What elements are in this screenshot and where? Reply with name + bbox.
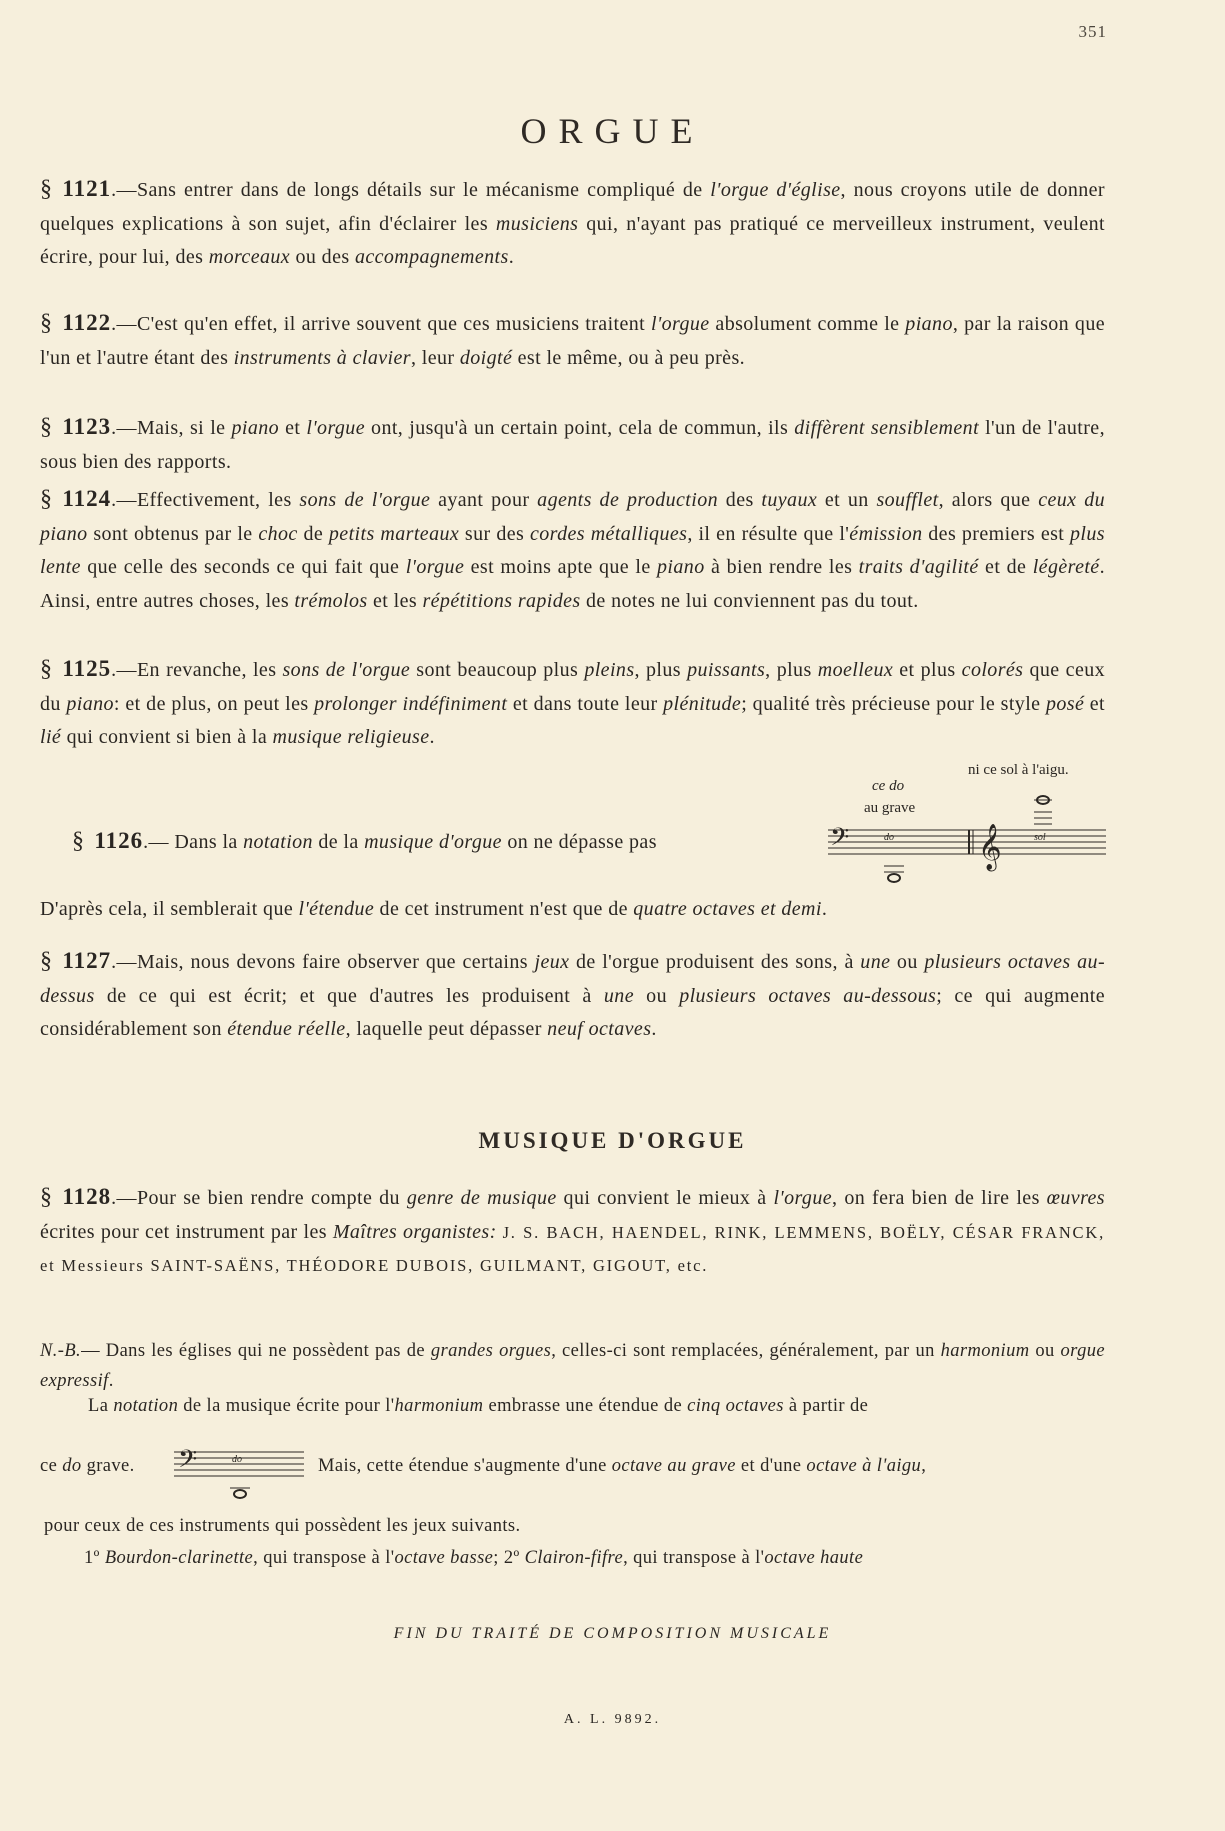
emphasis: genre de musique	[406, 1187, 557, 1209]
text: .	[508, 246, 515, 268]
text: et	[1084, 692, 1106, 715]
text: et les	[367, 589, 423, 612]
emphasis: cinq octaves	[687, 1396, 784, 1416]
whole-note-low	[234, 1490, 246, 1498]
text: ou	[1029, 1341, 1061, 1361]
emphasis: l'orgue d'église	[710, 179, 841, 201]
staff-label-low-1: ce do	[872, 778, 905, 794]
section-sign: §	[40, 486, 53, 512]
staff-label-low-2: au grave	[864, 800, 916, 816]
paragraph-1123	[40, 410, 1105, 479]
emphasis: posé	[1045, 692, 1085, 715]
emphasis: morceaux	[208, 246, 291, 268]
emphasis: piano	[905, 313, 953, 335]
text: qui convient si bien à la	[61, 726, 273, 748]
section-sign: §	[72, 828, 85, 854]
text: .	[108, 1371, 114, 1391]
emphasis: colorés	[961, 659, 1024, 681]
emphasis: Clairon-fifre	[524, 1548, 624, 1568]
emphasis: lié	[40, 726, 62, 748]
emphasis: traits d'agilité	[858, 556, 979, 578]
emphasis: étendue réelle	[227, 1018, 346, 1040]
text: ce	[40, 1456, 63, 1476]
text: est moins apte que le	[464, 556, 658, 578]
music-staff-harmonium	[172, 1440, 312, 1500]
text: , par la raison que l'un et l'autre étant des	[40, 313, 1105, 369]
staff-label-high: ni ce sol à l'aigu.	[968, 762, 1069, 778]
section-sign: §	[40, 310, 53, 336]
paragraph-1124	[40, 482, 1105, 618]
text: ou des	[290, 246, 355, 268]
emphasis: neuf octaves	[547, 1018, 652, 1040]
section-sign: §	[40, 1184, 53, 1210]
text: , alors que	[938, 489, 1039, 511]
text: , leur	[410, 346, 460, 369]
note-label-sol: sol	[1034, 832, 1046, 843]
section-sign: §	[40, 656, 53, 682]
emphasis: l'orgue	[651, 313, 710, 335]
text: et un	[817, 489, 877, 511]
paragraph-number: 1125	[62, 656, 112, 681]
text: ; 2º	[493, 1548, 525, 1568]
bass-clef-icon: 𝄢	[830, 823, 850, 858]
paragraph-number: 1122	[62, 310, 112, 335]
text: . Ainsi, entre autres choses, les	[40, 556, 1105, 612]
text: , on fera bien de lire les	[832, 1187, 1047, 1209]
text: .	[651, 1018, 657, 1040]
emphasis: œuvres	[1046, 1187, 1105, 1209]
emphasis: répétitions rapides	[422, 589, 581, 612]
text: écrites pour cet instrument par les	[40, 1220, 333, 1243]
text: des premiers est	[922, 522, 1071, 545]
paragraph-number: 1127	[62, 948, 112, 973]
emphasis: notation	[243, 831, 313, 853]
text: à bien rendre les	[704, 556, 859, 578]
emphasis: plusieurs octaves au-dessous	[679, 984, 937, 1007]
text: qui convient le mieux à	[556, 1187, 774, 1209]
emphasis: octave basse	[394, 1548, 494, 1568]
emphasis: soufflet	[876, 489, 939, 511]
text: et de	[978, 556, 1033, 578]
section-heading: MUSIQUE D'ORGUE	[478, 1128, 747, 1153]
emphasis: harmonium	[940, 1341, 1030, 1361]
treble-clef-icon: 𝄞	[978, 824, 1002, 870]
text: La	[88, 1396, 114, 1416]
paragraph-1126-after	[40, 898, 827, 921]
emphasis: notation	[113, 1396, 179, 1416]
text: de la musique écrite pour l'	[178, 1396, 395, 1416]
emphasis: accompagnements	[354, 246, 509, 268]
emphasis: l'orgue	[306, 417, 365, 439]
text: à partir de	[783, 1396, 869, 1416]
emphasis: pleins	[584, 659, 635, 681]
plate-number: A. L. 9892.	[563, 1712, 662, 1727]
text: — Dans les églises qui ne possèdent pas de	[81, 1341, 431, 1361]
paragraph-number: 1126	[94, 828, 144, 853]
emphasis: l'étendue	[298, 898, 375, 920]
emphasis: sons de l'orgue	[282, 659, 411, 681]
music-staff-range	[826, 790, 1116, 890]
text: .—Mais, si le	[111, 417, 232, 439]
jeux-line	[84, 1548, 863, 1569]
emphasis: légèreté	[1032, 556, 1100, 578]
paragraph-1125	[40, 652, 1105, 755]
text: et dans toute leur	[507, 692, 664, 715]
paragraph-1128	[40, 1180, 1105, 1283]
emphasis: tuyaux	[761, 489, 818, 511]
paragraph-1122	[40, 306, 1105, 375]
harmonium-line-2b	[318, 1456, 926, 1477]
paragraph-1126-line	[72, 828, 657, 855]
text: .—En revanche, les	[111, 659, 283, 681]
text: et plus	[893, 659, 962, 681]
text: de	[297, 522, 329, 545]
text: des	[718, 489, 762, 511]
text: qui, n'ayant pas pratiqué ce merveilleux instrument, veulent écrire, pour lui, des	[40, 212, 1105, 268]
text: .—C'est qu'en effet, il arrive souvent que ces musiciens traitent	[111, 313, 651, 335]
emphasis: puissants	[687, 659, 766, 681]
emphasis: octave au grave	[611, 1456, 736, 1476]
emphasis: musiciens	[495, 212, 579, 235]
emphasis: petits marteaux	[328, 522, 460, 545]
emphasis: doigté	[459, 346, 513, 369]
emphasis: agents de production	[537, 489, 719, 511]
emphasis: do	[62, 1456, 82, 1476]
harmonium-line-2a	[40, 1456, 135, 1477]
section-sign: §	[40, 948, 53, 974]
text: sont beaucoup plus	[410, 659, 585, 681]
text: de notes ne lui conviennent pas du tout.	[580, 589, 919, 612]
text: ayant pour	[430, 489, 538, 511]
text: que ceux du	[40, 659, 1106, 715]
note-nb	[40, 1336, 1105, 1396]
emphasis: ceux du piano	[40, 489, 1105, 545]
text: absolument comme le	[709, 313, 906, 335]
emphasis: piano	[657, 556, 705, 578]
emphasis: harmonium	[394, 1396, 484, 1416]
emphasis: prolonger indéfiniment	[314, 692, 508, 715]
emphasis: Bourdon-clarinette	[104, 1548, 254, 1568]
emphasis: plus lente	[40, 522, 1105, 578]
composer-names: J. S. BACH, HAENDEL, RINK, LEMMENS, BOËLY, CÉSAR FRANCK, et Messieurs SAINT-SAËNS, THÉODORE DUBOIS, GUILMANT, GIGOUT, etc.	[40, 1222, 1105, 1275]
emphasis: plénitude	[663, 692, 742, 715]
text: , qui transpose à l'	[623, 1548, 765, 1568]
emphasis: l'orgue	[773, 1187, 833, 1209]
page-number: 351	[1078, 22, 1107, 41]
emphasis: orgue expressif	[40, 1341, 1105, 1391]
text: : et de plus, on peut les	[113, 692, 315, 715]
emphasis: sons de l'orgue	[299, 489, 431, 511]
text: ,	[921, 1456, 927, 1476]
emphasis: trémolos	[294, 589, 368, 612]
harmonium-line-3: pour ceux de ces instruments qui possèdent les jeux suivants.	[44, 1516, 521, 1536]
text: embrasse une étendue de	[483, 1396, 688, 1416]
text: , qui transpose à l'	[253, 1548, 395, 1568]
section-sign: §	[40, 414, 53, 440]
text: , plus	[765, 659, 818, 681]
text: que celle des seconds ce qui fait que	[80, 556, 406, 578]
text: grave.	[81, 1456, 135, 1476]
emphasis: N.-B.	[40, 1341, 82, 1361]
page-title: ORGUE	[520, 111, 705, 152]
emphasis: musique religieuse	[272, 726, 430, 748]
paragraph-number: 1128	[62, 1184, 112, 1209]
emphasis: grandes orgues	[430, 1341, 552, 1361]
paragraph-1121	[40, 172, 1105, 275]
section-sign: §	[40, 176, 53, 202]
text: .—Pour se bien rendre compte du	[111, 1187, 407, 1209]
text: et d'une	[735, 1456, 807, 1476]
text: de ce qui est écrit; et que d'autres les produisent à	[94, 984, 604, 1007]
text: .	[821, 898, 828, 920]
text: .—Sans entrer dans de longs détails sur le mécanisme compliqué de	[111, 179, 711, 201]
text: sur des	[459, 522, 530, 545]
text: l'un de l'autre, sous bien des rapports.	[40, 417, 1105, 473]
emphasis: octave à l'aigu	[806, 1456, 922, 1476]
text: de cet instrument n'est que de	[374, 898, 634, 920]
text: ou	[890, 951, 925, 973]
text: .	[429, 726, 435, 748]
emphasis: une	[603, 984, 634, 1007]
text: .—Effectivement, les	[111, 489, 300, 511]
emphasis: émission	[849, 522, 923, 545]
emphasis: octave haute	[764, 1548, 864, 1568]
text: .— Dans la	[143, 831, 244, 853]
text: Mais, cette étendue s'augmente d'une	[318, 1456, 612, 1476]
emphasis: plusieurs octaves au-dessus	[40, 951, 1106, 1007]
note-label-do: do	[884, 832, 894, 843]
text: on ne dépasse pas	[501, 831, 657, 853]
end-note: FIN DU TRAITÉ DE COMPOSITION MUSICALE	[393, 1625, 832, 1642]
text: 1º	[84, 1548, 105, 1568]
note-label-do: do	[232, 1454, 242, 1465]
text: sont obtenus par le	[87, 522, 259, 545]
text: de l'orgue produisent des sons, à	[569, 951, 861, 973]
paragraph-number: 1121	[62, 176, 112, 201]
emphasis: diffèrent sensiblement	[794, 417, 980, 439]
staff-lines	[828, 830, 1106, 854]
emphasis: cordes métalliques	[529, 522, 688, 545]
paragraph-number: 1124	[62, 486, 112, 511]
text: , il en résulte que l'	[687, 522, 850, 545]
text: , plus	[634, 659, 688, 681]
text: ; qualité très précieuse pour le style	[741, 692, 1046, 715]
emphasis: jeux	[534, 951, 570, 973]
text: ; ce qui augmente considérablement son	[40, 984, 1105, 1040]
paragraph-1127	[40, 944, 1105, 1047]
emphasis: piano	[66, 692, 114, 715]
emphasis: moelleux	[817, 659, 894, 681]
emphasis: Maîtres organistes:	[332, 1220, 497, 1243]
text: est le même, ou à peu près.	[512, 346, 746, 369]
harmonium-line-1	[88, 1396, 868, 1417]
emphasis: une	[860, 951, 891, 973]
paragraph-number: 1123	[62, 414, 112, 439]
emphasis: musique d'orgue	[364, 831, 502, 853]
emphasis: quatre octaves et demi	[633, 898, 822, 920]
text: , nous croyons utile de donner quelques explications à son sujet, afin d'éclairer les	[40, 179, 1105, 235]
text: ont, jusqu'à un certain point, cela de commun, ils	[364, 417, 795, 439]
emphasis: instruments à clavier	[233, 346, 411, 369]
emphasis: piano	[231, 417, 280, 439]
text: , celles-ci sont remplacées, généralement, par un	[551, 1341, 941, 1361]
text: ou	[633, 984, 680, 1007]
text: et	[279, 417, 307, 439]
emphasis: choc	[258, 522, 298, 545]
whole-note-low	[888, 874, 900, 882]
emphasis: l'orgue	[405, 556, 465, 578]
text: de la	[312, 831, 365, 853]
text: , laquelle peut dépasser	[345, 1018, 548, 1040]
text: .—Mais, nous devons faire observer que certains	[111, 951, 535, 973]
text: D'après cela, il semblerait que	[40, 898, 299, 920]
bass-clef-icon: 𝄢	[178, 1445, 198, 1480]
